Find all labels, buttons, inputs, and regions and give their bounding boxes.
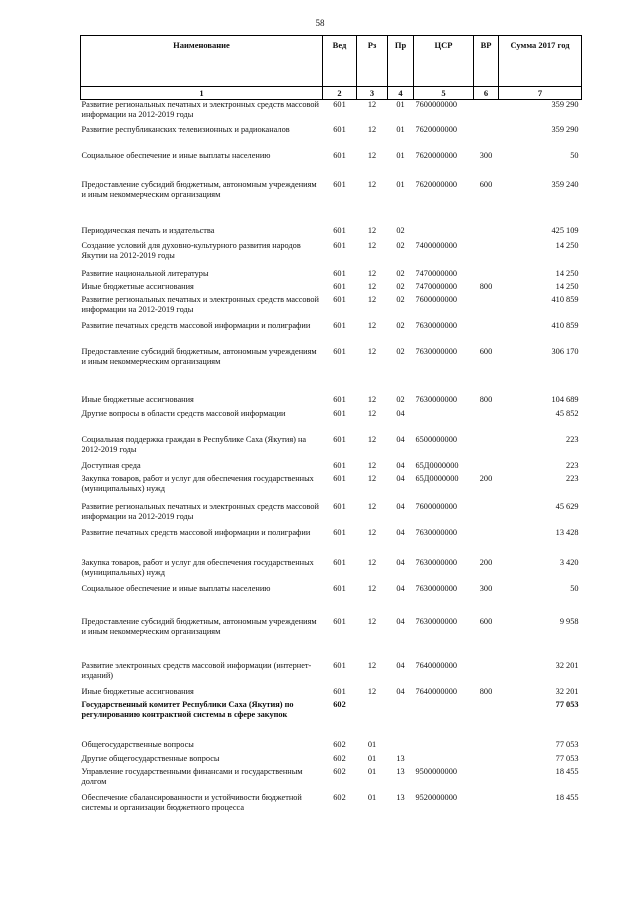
cell-name: Социальная поддержка граждан в Республике Саха (Якутия) на 2012-2019 годы [81, 434, 307, 454]
cell-csr: 9520000000 [415, 792, 457, 802]
cell-sum: 32 201 [555, 660, 579, 670]
cell-rz: 12 [367, 473, 377, 483]
cell-sum: 77 053 [555, 739, 579, 749]
cell-rz: 12 [367, 408, 377, 418]
header-csr: ЦСР [414, 36, 474, 87]
cell-name: Предоставление субсидий бюджетным, автономным учреждениям и иным некоммерческим организациям [81, 179, 317, 199]
cell-pr: 04 [396, 557, 405, 567]
cell-vr [474, 269, 499, 282]
column-number-row [81, 87, 582, 100]
cell-sum: 50 [570, 150, 579, 160]
col-number: 4 [388, 87, 414, 100]
cell-ved: 601 [333, 281, 346, 291]
cell-csr: 7640000000 [415, 660, 457, 670]
cell-rz: 12 [367, 460, 377, 470]
cell-rz: 12 [367, 660, 377, 670]
cell-name: Развитие региональных печатных и электронных средств массовой информации на 2012-2019 годы [81, 100, 319, 120]
cell-vr [474, 528, 499, 558]
cell-ved: 601 [333, 268, 346, 278]
cell-vr [474, 502, 499, 528]
table-row [81, 125, 582, 151]
cell-csr: 65Д0000000 [415, 460, 459, 470]
table-row [81, 435, 582, 461]
cell-ved: 601 [333, 320, 346, 330]
col-number: 2 [323, 87, 357, 100]
cell-pr: 02 [396, 225, 405, 235]
cell-name: Другие общегосударственные вопросы [81, 753, 220, 763]
cell-sum: 77 053 [555, 699, 579, 709]
cell-rz: 12 [367, 100, 377, 109]
cell-pr: 02 [396, 240, 405, 250]
cell-rz: 01 [367, 753, 377, 763]
header-rz: Рз [357, 36, 388, 87]
cell-rz: 01 [367, 766, 377, 776]
cell-vr [474, 100, 499, 125]
cell-vr: 800 [479, 394, 493, 404]
cell-name: Развитие региональных печатных и электронных средств массовой информации на 2012-2019 годы [81, 501, 319, 521]
cell-ved: 601 [333, 408, 346, 418]
table-body [81, 100, 582, 833]
cell-pr: 04 [396, 583, 405, 593]
header-name: Наименование [81, 36, 323, 87]
cell-ved: 601 [333, 501, 346, 511]
cell-ved: 602 [333, 753, 346, 763]
cell-pr [388, 700, 414, 740]
cell-csr: 7630000000 [415, 346, 457, 356]
cell-ved: 601 [333, 686, 346, 696]
cell-ved: 601 [333, 460, 346, 470]
cell-ved: 601 [333, 583, 346, 593]
cell-pr: 04 [396, 616, 405, 626]
cell-ved: 601 [333, 394, 346, 404]
cell-rz: 12 [367, 281, 377, 291]
cell-sum: 45 629 [555, 501, 579, 511]
cell-pr: 04 [396, 527, 405, 537]
cell-rz: 12 [367, 501, 377, 511]
cell-ved: 601 [333, 100, 346, 109]
cell-pr [388, 740, 414, 754]
cell-name: Развитие республиканских телевизионных и радиоканалов [81, 124, 290, 134]
cell-csr: 65Д0000000 [415, 473, 459, 483]
cell-csr: 7630000000 [415, 394, 457, 404]
cell-name: Предоставление субсидий бюджетным, автономным учреждениям и иным некоммерческим организациям [81, 616, 317, 636]
cell-pr: 01 [396, 179, 405, 189]
cell-vr [474, 321, 499, 347]
table-row [81, 528, 582, 558]
cell-csr: 7630000000 [415, 583, 457, 593]
cell-pr: 02 [396, 346, 405, 356]
cell-vr [474, 661, 499, 687]
cell-rz [357, 700, 388, 740]
cell-vr [474, 740, 499, 754]
col-number: 7 [499, 87, 582, 100]
cell-name: Управление государственными финансами и государственным долгом [81, 766, 303, 786]
table-row [81, 241, 582, 269]
table-row [81, 793, 582, 833]
cell-vr [474, 295, 499, 321]
cell-ved: 602 [333, 699, 346, 709]
cell-vr [474, 767, 499, 793]
cell-sum: 359 290 [551, 124, 579, 134]
cell-vr [474, 700, 499, 740]
table-row [81, 226, 582, 241]
cell-csr: 7600000000 [415, 501, 457, 511]
cell-sum: 18 455 [555, 766, 579, 776]
cell-vr: 600 [479, 616, 493, 626]
cell-vr: 800 [479, 686, 493, 696]
cell-pr: 02 [396, 281, 405, 291]
cell-pr: 04 [396, 473, 405, 483]
cell-sum: 223 [566, 473, 579, 483]
cell-rz: 01 [367, 792, 377, 802]
cell-csr: 7630000000 [415, 527, 457, 537]
cell-name: Развитие печатных средств массовой информации и полиграфии [81, 320, 311, 330]
cell-name: Развитие региональных печатных и электронных средств массовой информации на 2012-2019 годы [81, 294, 319, 314]
cell-ved: 601 [333, 527, 346, 537]
cell-csr: 7620000000 [415, 179, 457, 189]
cell-vr: 300 [479, 150, 493, 160]
col-number: 3 [357, 87, 388, 100]
cell-vr [474, 461, 499, 474]
cell-vr: 600 [479, 179, 493, 189]
cell-name: Общегосударственные вопросы [81, 739, 194, 749]
cell-ved: 602 [333, 739, 346, 749]
cell-csr: 7400000000 [415, 240, 457, 250]
cell-csr [414, 409, 474, 435]
cell-csr: 7470000000 [415, 268, 457, 278]
cell-sum: 14 250 [555, 268, 579, 278]
cell-sum: 410 859 [551, 294, 579, 304]
cell-pr: 02 [396, 268, 405, 278]
table-row [81, 295, 582, 321]
cell-name: Обеспечение сбалансированности и устойчивости бюджетной системы и организации бюджетного процесса [81, 792, 302, 812]
cell-name: Развитие национальной литературы [81, 268, 209, 278]
cell-name: Периодическая печать и издательства [81, 225, 215, 235]
cell-vr [474, 793, 499, 833]
header-ved: Вед [323, 36, 357, 87]
cell-pr: 13 [396, 766, 405, 776]
cell-pr: 02 [396, 320, 405, 330]
cell-csr: 7630000000 [415, 320, 457, 330]
cell-sum: 359 240 [551, 179, 579, 189]
cell-ved: 602 [333, 792, 346, 802]
cell-vr: 600 [479, 346, 493, 356]
cell-rz: 12 [367, 150, 377, 160]
cell-sum: 223 [566, 460, 579, 470]
cell-pr: 13 [396, 792, 405, 802]
cell-sum: 410 859 [551, 320, 579, 330]
cell-csr: 9500000000 [415, 766, 457, 776]
table-row [81, 767, 582, 793]
cell-pr: 01 [396, 150, 405, 160]
cell-csr [414, 754, 474, 767]
cell-name: Иные бюджетные ассигнования [81, 281, 194, 291]
cell-rz: 12 [367, 320, 377, 330]
cell-csr: 6500000000 [415, 434, 457, 444]
cell-csr: 7630000000 [415, 616, 457, 626]
cell-csr: 7470000000 [415, 281, 457, 291]
cell-vr: 800 [479, 281, 493, 291]
cell-rz: 12 [367, 268, 377, 278]
cell-name: Другие вопросы в области средств массовой информации [81, 408, 286, 418]
cell-name: Иные бюджетные ассигнования [81, 394, 194, 404]
cell-name: Доступная среда [81, 460, 141, 470]
col-number: 6 [474, 87, 499, 100]
cell-sum: 13 428 [555, 527, 579, 537]
cell-rz: 12 [367, 583, 377, 593]
col-number: 5 [414, 87, 474, 100]
table-row [81, 321, 582, 347]
cell-pr: 13 [396, 753, 405, 763]
header-vr: ВР [474, 36, 499, 87]
cell-sum: 50 [570, 583, 579, 593]
cell-name: Социальное обеспечение и иные выплаты населению [81, 583, 271, 593]
cell-ved: 601 [333, 294, 346, 304]
cell-vr [474, 226, 499, 241]
cell-name: Развитие печатных средств массовой информации и полиграфии [81, 527, 311, 537]
table-row [81, 100, 582, 125]
cell-ved: 601 [333, 225, 346, 235]
cell-pr: 01 [396, 100, 405, 109]
cell-vr [474, 241, 499, 269]
cell-pr: 02 [396, 394, 405, 404]
cell-sum: 104 689 [551, 394, 579, 404]
cell-rz: 12 [367, 294, 377, 304]
cell-sum: 18 455 [555, 792, 579, 802]
table-row [81, 740, 582, 754]
cell-vr [474, 435, 499, 461]
table-row [81, 661, 582, 687]
cell-sum: 306 170 [551, 346, 579, 356]
cell-name: Иные бюджетные ассигнования [81, 686, 194, 696]
cell-pr: 02 [396, 294, 405, 304]
cell-sum: 77 053 [555, 753, 579, 763]
table-row [81, 151, 582, 180]
cell-rz: 12 [367, 557, 377, 567]
cell-rz: 12 [367, 434, 377, 444]
table-row [81, 474, 582, 502]
cell-rz: 12 [367, 124, 377, 134]
table-row [81, 584, 582, 617]
cell-pr: 04 [396, 686, 405, 696]
cell-name: Развитие электронных средств массовой информации (интернет-изданий) [81, 660, 312, 680]
cell-ved: 601 [333, 124, 346, 134]
page-number: 58 [315, 18, 325, 28]
cell-rz: 12 [367, 527, 377, 537]
cell-ved: 601 [333, 557, 346, 567]
cell-pr: 04 [396, 501, 405, 511]
table-row [81, 347, 582, 395]
cell-sum: 359 290 [551, 100, 579, 109]
cell-rz: 12 [367, 686, 377, 696]
table-row [81, 409, 582, 435]
cell-name: Закупка товаров, работ и услуг для обеспечения государственных (муниципальных) нужд [81, 557, 314, 577]
cell-pr: 04 [396, 408, 405, 418]
cell-name: Закупка товаров, работ и услуг для обеспечения государственных (муниципальных) нужд [81, 473, 314, 493]
cell-pr: 04 [396, 434, 405, 444]
cell-csr: 7630000000 [415, 557, 457, 567]
cell-sum: 32 201 [555, 686, 579, 696]
cell-sum: 45 852 [555, 408, 579, 418]
cell-csr: 7620000000 [415, 150, 457, 160]
cell-sum: 425 109 [551, 225, 579, 235]
cell-csr [414, 740, 474, 754]
cell-csr: 7620000000 [415, 124, 457, 134]
cell-vr: 200 [479, 473, 493, 483]
cell-sum: 14 250 [555, 281, 579, 291]
cell-ved: 601 [333, 660, 346, 670]
cell-rz: 12 [367, 225, 377, 235]
cell-ved: 601 [333, 616, 346, 626]
budget-table [80, 35, 582, 833]
header-sum: Сумма 2017 год [499, 36, 582, 87]
table-row [81, 282, 582, 295]
cell-name: Государственный комитет Республики Саха (Якутия) по регулированию контрактной системы в сфере закупок [81, 699, 294, 719]
table-row [81, 617, 582, 661]
col-number: 1 [81, 87, 323, 100]
cell-csr [414, 700, 474, 740]
cell-ved: 601 [333, 473, 346, 483]
cell-csr [414, 226, 474, 241]
cell-vr: 200 [479, 557, 493, 567]
table-row [81, 687, 582, 700]
table-row [81, 461, 582, 474]
cell-rz: 12 [367, 346, 377, 356]
cell-vr [474, 125, 499, 151]
cell-sum: 9 958 [559, 616, 579, 626]
header-row [81, 36, 582, 87]
cell-name: Предоставление субсидий бюджетным, автономным учреждениям и иным некоммерческим организациям [81, 346, 317, 366]
cell-vr: 300 [479, 583, 493, 593]
table-row [81, 269, 582, 282]
cell-rz: 12 [367, 240, 377, 250]
cell-ved: 601 [333, 150, 346, 160]
cell-ved: 601 [333, 346, 346, 356]
cell-name: Создание условий для духовно-культурного развития народов Якутии на 2012-2019 годы [81, 240, 301, 260]
cell-sum: 3 420 [559, 557, 579, 567]
cell-sum: 223 [566, 434, 579, 444]
cell-ved: 601 [333, 179, 346, 189]
cell-csr: 7600000000 [415, 100, 457, 109]
cell-rz: 01 [367, 739, 377, 749]
cell-vr [474, 754, 499, 767]
cell-pr: 04 [396, 460, 405, 470]
cell-sum: 14 250 [555, 240, 579, 250]
cell-ved: 601 [333, 434, 346, 444]
cell-pr: 04 [396, 660, 405, 670]
cell-ved: 602 [333, 766, 346, 776]
cell-ved: 601 [333, 240, 346, 250]
table-row [81, 395, 582, 409]
cell-csr: 7600000000 [415, 294, 457, 304]
header-pr: Пр [388, 36, 414, 87]
table-row [81, 502, 582, 528]
cell-rz: 12 [367, 616, 377, 626]
table-row [81, 700, 582, 740]
cell-name: Социальное обеспечение и иные выплаты населению [81, 150, 271, 160]
cell-vr [474, 409, 499, 435]
cell-csr: 7640000000 [415, 686, 457, 696]
table-row [81, 754, 582, 767]
cell-pr: 01 [396, 124, 405, 134]
cell-rz: 12 [367, 394, 377, 404]
table-row [81, 180, 582, 226]
table-row [81, 558, 582, 584]
cell-rz: 12 [367, 179, 377, 189]
